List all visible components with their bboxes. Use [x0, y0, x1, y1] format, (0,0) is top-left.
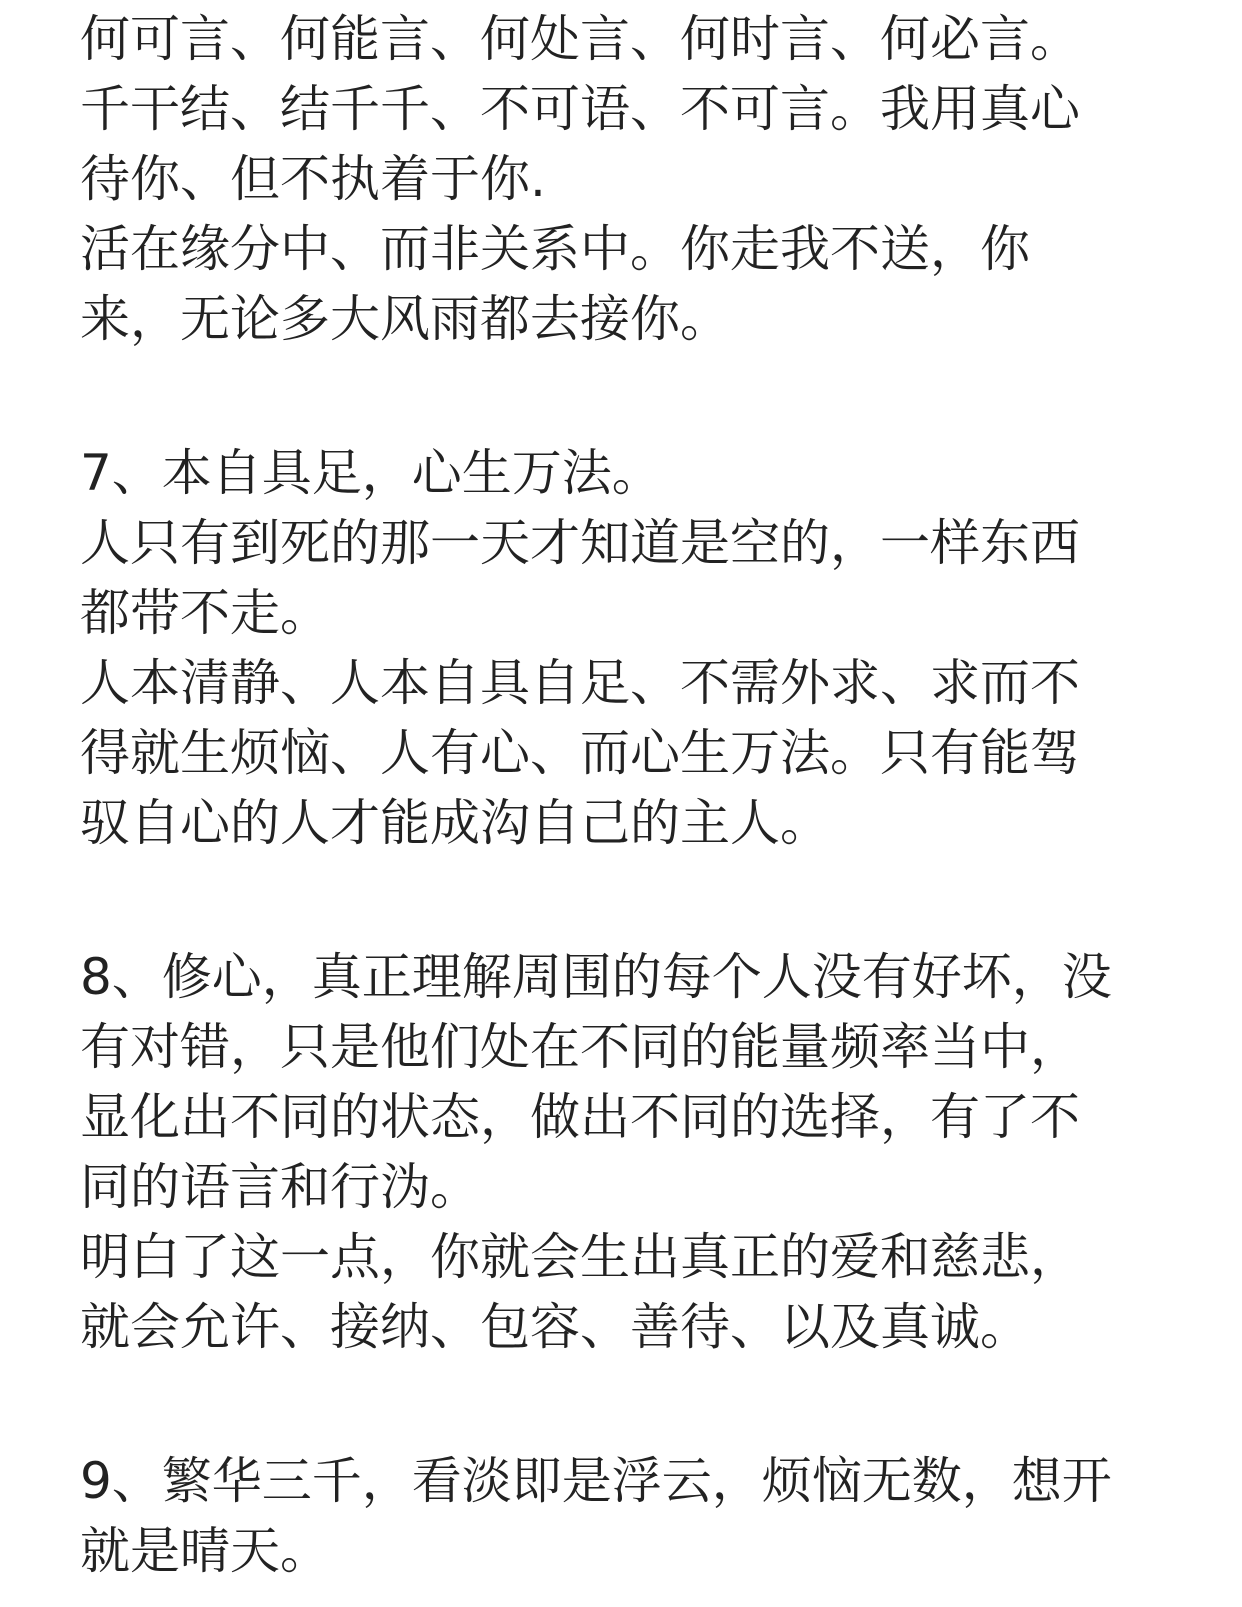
section-heading: 8、修心，真正理解周围的每个人没有好坏，没 — [80, 948, 1112, 1006]
text-line: 何可言、何能言、何处言、何时言、何必言。 — [80, 10, 1080, 68]
text-line: 显化出不同的状态，做出不同的选择，有了不 — [80, 1088, 1080, 1146]
section-heading: 9、繁华三千，看淡即是浮云，烦恼无数，想开 — [80, 1452, 1112, 1510]
text-line: 就是晴天。 — [80, 1522, 330, 1580]
text-line: 就会允许、接纳、包容、善待、以及真诚。 — [80, 1298, 1030, 1356]
text-line: 都带不走。 — [80, 584, 330, 642]
article-body — [80, 4, 1190, 1586]
paragraph-section-8 — [80, 942, 1190, 1362]
paragraph-section-7 — [80, 438, 1190, 858]
section-heading: 7、本自具足，心生万法。 — [80, 444, 662, 502]
text-line: 有对错，只是他们处在不同的能量频率当中， — [80, 1018, 1080, 1076]
paragraph-gap — [80, 858, 1190, 942]
text-line: 人本清静、人本自具自足、不需外求、求而不 — [80, 654, 1080, 712]
text-line: 来，无论多大风雨都去接你。 — [80, 290, 730, 348]
paragraph-gap — [80, 354, 1190, 438]
text-line: 同的语言和行沩。 — [80, 1158, 480, 1216]
paragraph-intro — [80, 4, 1190, 354]
paragraph-gap — [80, 1362, 1190, 1446]
text-line: 千干结、结千千、不可语、不可言。我用真心 — [80, 80, 1080, 138]
paragraph-section-9 — [80, 1446, 1190, 1586]
text-line: 得就生烦恼、人有心、而心生万法。只有能驾 — [80, 724, 1080, 782]
text-line: 人只有到死的那一天才知道是空的，一样东西 — [80, 514, 1080, 572]
text-line: 驭自心的人才能成沟自己的主人。 — [80, 794, 830, 852]
text-line: 活在缘分中、而非关系中。你走我不送，你 — [80, 220, 1030, 278]
text-line: 明白了这一点，你就会生出真正的爱和慈悲， — [80, 1228, 1080, 1286]
text-line: 待你、但不执着于你. — [80, 150, 546, 208]
